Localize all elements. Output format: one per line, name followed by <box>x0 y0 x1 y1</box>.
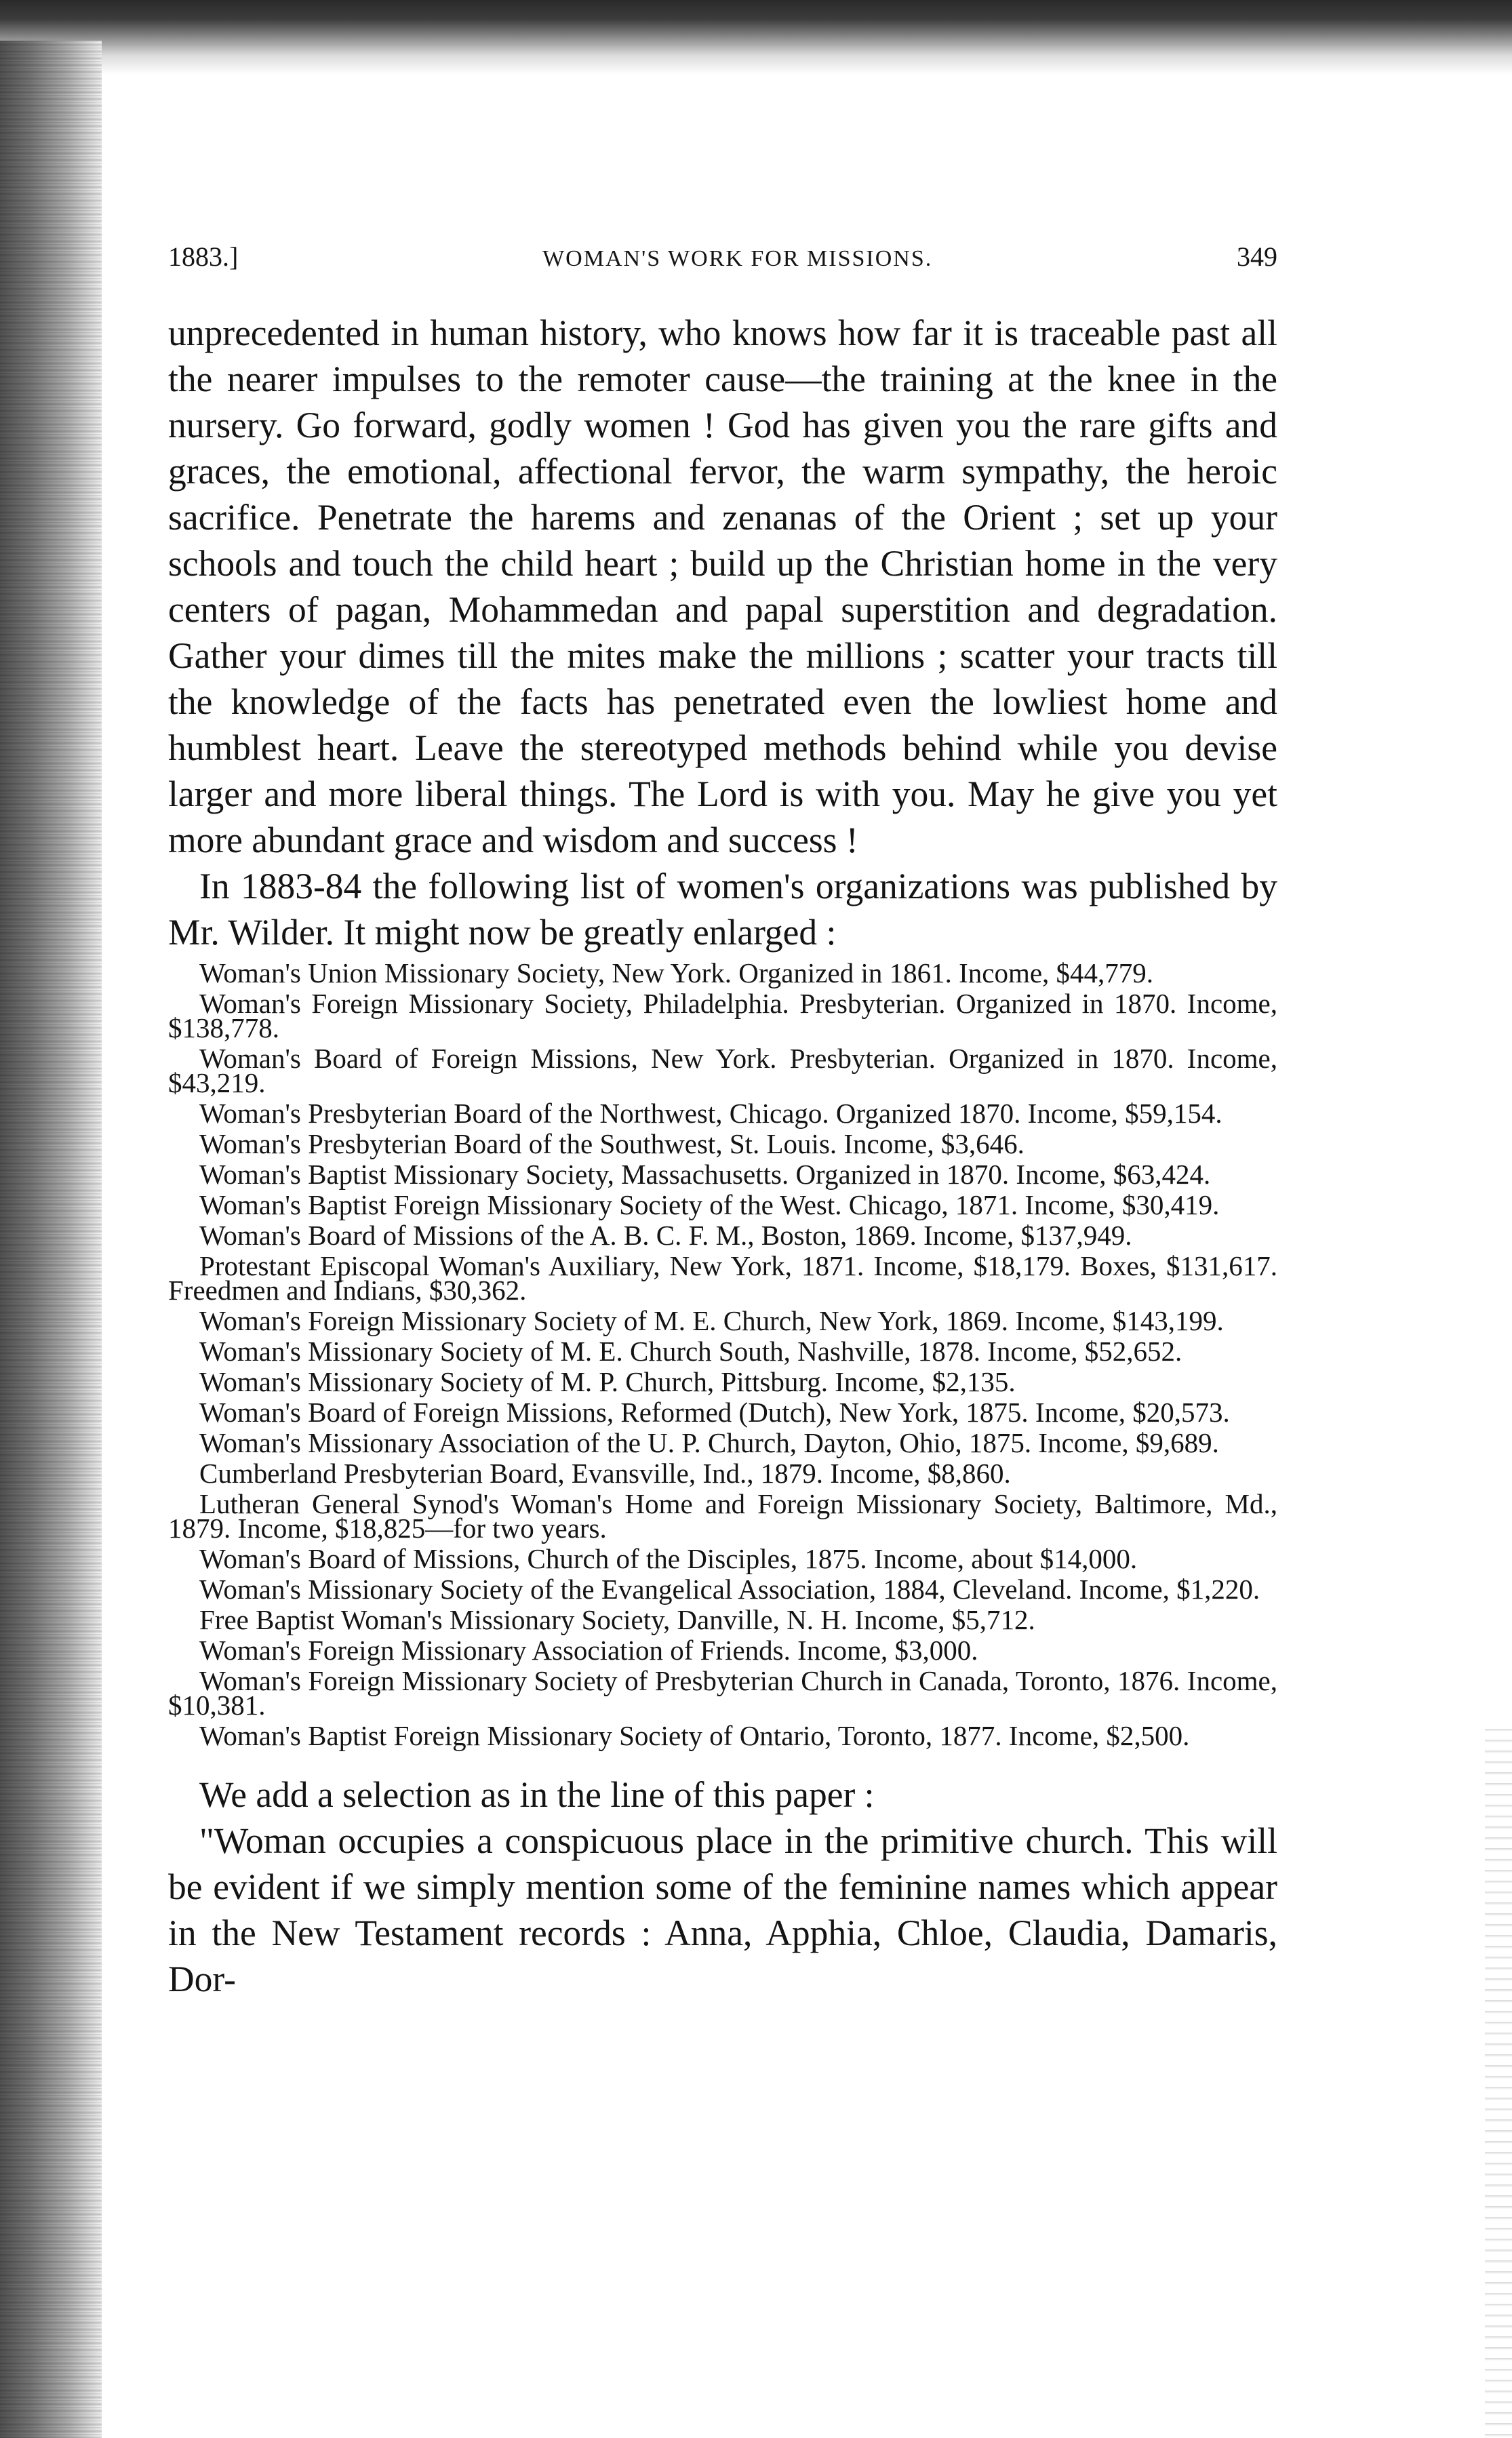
document-page <box>168 241 1277 2002</box>
organization-entry: Woman's Missionary Society of M. P. Church, Pittsburg. Income, $2,135. <box>199 1366 1016 1397</box>
organization-entry: Woman's Baptist Foreign Missionary Society of Ontario, Toronto, 1877. Income, $2,500. <box>199 1720 1190 1751</box>
section-gap <box>168 1754 1277 1772</box>
organization-entry: Woman's Board of Foreign Missions, New York. Presbyterian. Organized in 1870. Income, $43,219. <box>168 1043 1277 1098</box>
running-head-title: WOMAN'S WORK FOR MISSIONS. <box>542 246 933 271</box>
organization-entry: Woman's Union Missionary Society, New York. Organized in 1861. Income, $44,779. <box>199 957 1154 988</box>
scan-edge-right <box>1485 1729 1512 2438</box>
organization-entry: Woman's Board of Missions, Church of the Disciples, 1875. Income, about $14,000. <box>199 1543 1138 1574</box>
organization-entry: Woman's Missionary Society of the Evangelical Association, 1884, Cleveland. Income, $1,220. <box>199 1574 1260 1605</box>
organization-entry: Woman's Baptist Missionary Society, Massachusetts. Organized in 1870. Income, $63,424. <box>199 1159 1211 1190</box>
organization-entry: Woman's Baptist Foreign Missionary Society of the West. Chicago, 1871. Income, $30,419. <box>199 1189 1220 1220</box>
organization-list <box>168 957 1277 1751</box>
organization-entry: Woman's Foreign Missionary Society of Presbyterian Church in Canada, Toronto, 1876. Income, $10,381. <box>168 1665 1277 1721</box>
organization-entry: Woman's Foreign Missionary Society of M. E. Church, New York, 1869. Income, $143,199. <box>199 1305 1224 1336</box>
running-head-year: 1883.] <box>168 241 239 272</box>
body-paragraph-1: unprecedented in human history, who knows how far it is traceable past all the nearer impulses to the remoter cause—the training at the knee in the nursery. Go forward, godly women ! God has given you the rare gifts and graces, the emotional, affectional fervor, the warm sympathy, the heroic sacrifice. Penetrate the harems and zenanas of the Orient ; set up your schools and touch the child heart ; build up the Christian home in the very centers of pagan, Mohammedan and papal superstition and degradation. Gather your dimes till the mites make the millions ; scatter your tracts till the knowledge of the facts has penetrated even the lowliest home and humblest heart. Leave the stereotyped methods behind while you devise larger and more liberal things. The Lord is with you. May he give you yet more abundant grace and wisdom and success ! <box>168 313 1277 860</box>
organization-entry: Woman's Presbyterian Board of the Northwest, Chicago. Organized 1870. Income, $59,154. <box>199 1098 1222 1129</box>
organization-entry: Woman's Board of Foreign Missions, Reformed (Dutch), New York, 1875. Income, $20,573. <box>199 1397 1230 1428</box>
quotation-paragraph: "Woman occupies a conspicuous place in the primitive church. This will be evident if we simply mention some of the feminine names which appear in the New Testament records : Anna, Apphia, Chloe, Claudia, Damaris, Dor- <box>168 1820 1277 1999</box>
organization-entry: Cumberland Presbyterian Board, Evansville, Ind., 1879. Income, $8,860. <box>199 1458 1011 1489</box>
organization-entry: Woman's Missionary Association of the U. P. Church, Dayton, Ohio, 1875. Income, $9,689. <box>199 1427 1219 1458</box>
body-paragraph-2: In 1883-84 the following list of women's organizations was published by Mr. Wilder. It might now be greatly enlarged : <box>168 866 1277 953</box>
organization-entry: Woman's Presbyterian Board of the Southwest, St. Louis. Income, $3,646. <box>199 1128 1024 1159</box>
organization-entry: Woman's Board of Missions of the A. B. C. F. M., Boston, 1869. Income, $137,949. <box>199 1220 1132 1251</box>
organization-entry: Woman's Foreign Missionary Association of Friends. Income, $3,000. <box>199 1635 978 1666</box>
page-number: 349 <box>1237 241 1277 272</box>
scan-binding-edge <box>0 41 102 2438</box>
organization-entry: Protestant Episcopal Woman's Auxiliary, New York, 1871. Income, $18,179. Boxes, $131,617. Freedmen and Indians, $30,362. <box>168 1250 1277 1306</box>
organization-entry: Woman's Missionary Society of M. E. Church South, Nashville, 1878. Income, $52,652. <box>199 1336 1182 1367</box>
scan-shadow-top <box>0 0 1512 75</box>
organization-entry: Lutheran General Synod's Woman's Home and Foreign Missionary Society, Baltimore, Md., 1879. Income, $18,825—for two years. <box>168 1488 1277 1544</box>
organization-entry: Woman's Foreign Missionary Society, Philadelphia. Presbyterian. Organized in 1870. Income, $138,778. <box>168 988 1277 1043</box>
running-head <box>168 241 1277 280</box>
body-paragraph-3: We add a selection as in the line of this paper : <box>199 1774 875 1815</box>
organization-entry: Free Baptist Woman's Missionary Society, Danville, N. H. Income, $5,712. <box>199 1604 1035 1635</box>
